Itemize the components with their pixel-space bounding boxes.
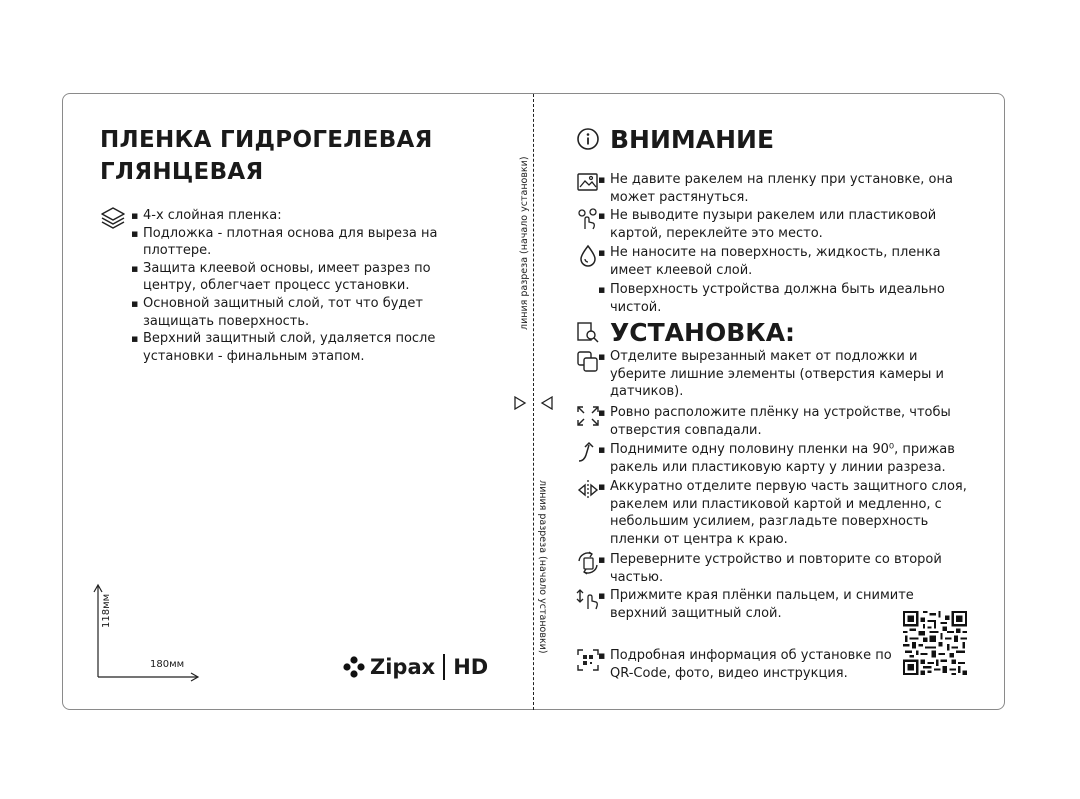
instruction-book-icon <box>576 320 600 344</box>
layers-list <box>131 207 451 365</box>
layer-item: ▪ Основной защитный слой, тот что будет защищать поверхность. <box>131 295 451 330</box>
qr-code[interactable] <box>903 611 967 675</box>
zipax-logo-icon <box>343 656 365 678</box>
separate-layers-icon <box>576 350 600 374</box>
cut-marker-left-icon <box>513 396 527 410</box>
qr-scan-icon <box>576 648 600 672</box>
layer-item: ▪ Верхний защитный слой, удаляется после установки - финальным этапом. <box>131 330 451 365</box>
bubble-warning-icon <box>576 207 600 231</box>
attention-item: ▪ Не давите ракелем на пленку при установке, она может растянуться. <box>598 171 968 206</box>
install-step: ▪ Ровно расположите плёнку на устройстве, чтобы отверстия совпадали. <box>598 404 968 439</box>
cut-line-label-bottom: линия разреза (начало установки) <box>537 480 548 654</box>
install-step: ▪ Переверните устройство и повторите со второй частью. <box>598 551 968 586</box>
brand-name: Zipax <box>370 655 436 679</box>
layer-item: ▪ 4-х слойная пленка: <box>131 207 451 225</box>
product-title-line2: ГЛЯНЦЕВАЯ <box>100 159 264 185</box>
attention-item: ▪ Не наносите на поверхность, жидкость, пленка имеет клеевой слой. <box>598 244 968 279</box>
attention-item: ▪ Не выводите пузыри ракелем или пластиковой картой, переклейте это место. <box>598 207 968 242</box>
rotate-device-icon <box>576 551 600 575</box>
layer-item: ▪ Защита клеевой основы, имеет разрез по центру, облегчает процесс установки. <box>131 260 451 295</box>
lift-half-icon <box>576 440 600 464</box>
brand-suffix: HD <box>453 655 489 679</box>
product-title-line1: ПЛЕНКА ГИДРОГЕЛЕВАЯ <box>100 127 433 153</box>
cut-line <box>533 94 534 710</box>
logo-divider <box>443 654 445 680</box>
width-dimension: 180мм <box>150 659 185 670</box>
layer-item: ▪ Подложка - плотная основа для выреза на плоттере. <box>131 225 451 260</box>
install-step: ▪ Аккуратно отделите первую часть защитного слоя, ракелем или пластиковой картой и медленно, с небольшим усилием, разгладьте поверхность пленки от центра к краю. <box>598 478 968 548</box>
product-title <box>100 124 433 188</box>
install-step: ▪ Отделите вырезанный макет от подложки и уберите лишние элементы (отверстия камеры и датчиков). <box>598 348 968 401</box>
install-step: ▪ Поднимите одну половину пленки на 90⁰, прижав ракель или пластиковую карту у линии разреза. <box>598 441 968 476</box>
install-step: ▪ Прижмите края плёнки пальцем, и снимите верхний защитный слой. <box>598 587 968 622</box>
separate-center-icon <box>576 478 600 502</box>
align-expand-icon <box>576 405 600 427</box>
layers-icon <box>100 206 126 230</box>
cut-line-label-top: линия разреза (начало установки) <box>519 156 530 330</box>
attention-heading: ВНИМАНИЕ <box>610 125 775 154</box>
installation-heading: УСТАНОВКА: <box>610 318 796 347</box>
brand-logo <box>343 654 488 680</box>
attention-item: ▪ Поверхность устройства должна быть идеально чистой. <box>598 281 968 316</box>
liquid-warning-icon <box>576 244 600 268</box>
stretch-warning-icon <box>576 171 600 193</box>
cut-marker-right-icon <box>540 396 554 410</box>
info-icon <box>576 127 600 151</box>
height-dimension: 118мм <box>101 593 112 628</box>
press-finger-icon <box>576 587 600 611</box>
qr-info-text: ▪ Подробная информация об установке по QR-Code, фото, видео инструкция. <box>598 647 898 682</box>
